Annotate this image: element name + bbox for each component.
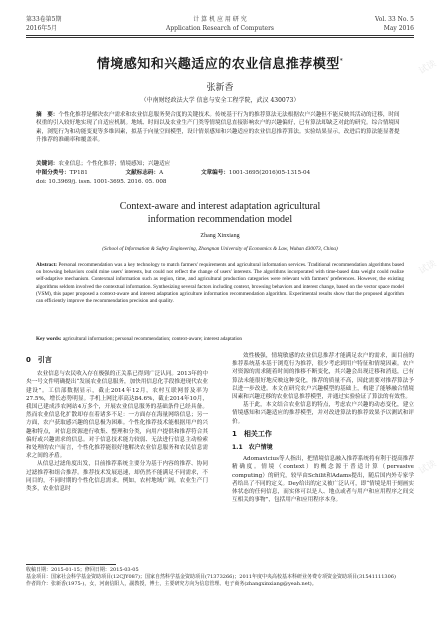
abstract-label: 摘 要： [36, 112, 59, 118]
abstract-cn [36, 111, 404, 145]
header-journal-en: Application Research of Computers [165, 25, 275, 32]
footnote-fund: 基金项目：国家社会科学基金资助项目(12CJY087)；国家自然科学基金资助项目(71373266)；2011年度中央高校基本科研业务费专项资金资助项目(31541111306) [26, 574, 396, 580]
section-0-heading: 0 引言 [26, 356, 52, 364]
author-name: 张新香 [206, 83, 234, 93]
paper-title-text: 情境感知和兴趣适应的农业信息推荐模型 [96, 57, 340, 72]
watermark: 试读 [417, 258, 439, 277]
author-affiliation: （中南财经政法大学 信息与安全工程学院，武汉 430073） [140, 97, 300, 104]
english-title [36, 200, 404, 226]
watermark: 试读 [417, 58, 439, 77]
section-0-paragraph-3: 效性极强，情境敏感的农业信息推荐才能满足农户的需求，面目前的推荐系统基本基于浏览行为推荐，很少考虑到用户特征和情境因素。农户对资源的需求随着时间的推移不断变化，其兴趣会出现迁移和消退，已有算法未能很好地反映这种变化，推荐的质量不高，因此需要对推荐算法予以进一步改进。本文在研究农户兴趣模型的基础上，构建了能够融合情境因素和兴趣迁移的农业信息推荐模型，并通过实验验证了算法的有效性。 [232, 353, 414, 401]
title-footnote-mark: * [339, 57, 344, 65]
english-title-line2: information recommendation model [147, 214, 293, 225]
section-1-1-paragraph-1: Adomavicius等人指出，把情境信息融入推荐系统将有利于提高推荐精确度。情境（context）的概念源于普适计算（pervasive computing）的研究，较早由Schilit和Adams提出，随后国内外专家学者给出了不同的定义。Dey给出的定义被广泛认可，即“情境是用于刻画实体状态的任何信息，而实体可以是人、地点或者与用户和应用程序之间交互相关的事物”，包括用户和应用程序本身。 [232, 456, 414, 504]
clc-value: TP181 [69, 170, 88, 176]
doc-code-field [126, 169, 182, 177]
section-1-1-heading: 1.1 农户情境 [232, 444, 273, 452]
english-title-line1: Context-aware and interest adaptation agricultural [119, 201, 321, 212]
english-keywords-label: Key words: [36, 336, 62, 342]
body-column-right [232, 352, 414, 504]
keywords-cn [36, 160, 404, 168]
watermark: 试读 [417, 458, 439, 477]
english-affiliation: (School of Information & Safety Engineering, Zhongnan University of Economics & Law, Wuhan 430073, China) [102, 246, 338, 252]
clc-field [36, 169, 106, 177]
doc-code-value: A [159, 170, 164, 176]
english-author: Zhang Xinxiang [200, 233, 240, 239]
paper-title [26, 53, 414, 72]
footnote-author: 作者简介：张新香(1975-)，女，河南信阳人，副教授，博士，主要研究方向为信息管理、电子商务(zhangxinxiang@yeah.net)。 [26, 581, 317, 587]
abstract-text: 个性化推荐是解决农户需求和农业信息服务契合度的关键技术。传统基于行为的推荐算法无法根据农户兴趣但不能反映其活动的迁移，时间权重的引入较好地实现了自适应机制。地域、时间以及农业生产门类等情境信息直接影响农户的兴趣偏好，已有算法却缺乏对此的研究。综合情境因素，浏览行为和功能变更等多维因素，拟基于向量空间模型，设计情景感知和兴趣适应的农业信息推荐算法。实验结果显示，改进后的算法能显著提升推荐的准确率和覆盖率。 [36, 112, 400, 144]
keywords-label: 关键词： [36, 161, 59, 167]
section-0-paragraph-4: 基于此，本文结合农业信息的特点，考虑农户兴趣的动态变化，建立情境感知和兴趣适应的推荐模型，并对改进算法的推荐效果予以测试和评价。 [232, 402, 414, 425]
english-keywords-text: agricultural information; personal recommendation; context-aware; interest adaptation [62, 336, 243, 342]
english-keywords [36, 336, 404, 343]
article-no-field [201, 169, 328, 177]
header-date-en: May 2016 [383, 25, 414, 32]
body-column-left [26, 352, 208, 493]
section-0-paragraph-2: 从信息过滤角度出发，目前推荐系统主要分为基于内容的推荐、协同过滤推荐和组合推荐。推荐技术发展迅速，却仍然不能满足不同需求，不同目的，不同时期的个性化信息需求。例如，农村地域广阔，农业生产门类多，农业信息时 [26, 461, 208, 493]
header-rule [26, 35, 414, 36]
english-abstract-text: Personal recommendation was a key technology to match farmers' requirements and agricultural information services. Traditional recommendation algorithms based on browsing behaviors could mine users' interests, but could not reflect the change of users' interests. The algorithms incorporated with time-based data weight could realize self-adaptive mechanism. Contextual information such as region, time, and agricultural production categories were relevant with farmers' preferences. However, the existing algorithms seldom involved the contextual information. Synthesizing several factors including context, browsing behaviors and interest change, based on the vector space model (VSM), this paper proposed a context-aware and interest adaptation agriculture information recommendation algorithm. Experimental results show that the proposed algorithm can efficiently improve the recommendation precision and quality. [36, 262, 404, 305]
header-journal-cn: 计 算 机 应 用 研 究 [193, 16, 247, 23]
footnote-received: 收稿日期：2015-01-15；修回日期：2015-03-05 [26, 567, 139, 573]
doc-code-label: 文献标志码： [125, 170, 160, 176]
header-rule-double [26, 37, 414, 38]
classification-row [36, 169, 404, 177]
article-no-label: 文章编号： [200, 170, 229, 176]
header-date-cn: 2016年5月 [26, 25, 58, 32]
footnotes [26, 567, 414, 588]
keywords-text: 农业信息；个性化推荐；情境感知；兴趣适应 [58, 161, 171, 167]
english-abstract [36, 262, 404, 305]
doi[interactable]: doi: 10.3969/j. issn. 1001-3695. 2016. 05. 008 [36, 179, 167, 185]
section-0-paragraph-1: 农业信息与农民收入存在极强的正关系已得到广泛认同。2013年的中央一号文件明确提出“发展农业信息服务，加快用信息化手段推进现代农业建设”。工信部数据显示，截止2014年12月，农村互联网普及率为27.5%，增长态势明显。手机上网比率高达84.6%，截止2014年10月，我国已建成涉农网站4万多个，开展农业信息服务的基础条件已经具备。然而农业信息化扩散却存在着诸多不足：一方面存在海量网络信息；另一方面，农户获取感兴趣的信息极为困难。个性化推荐技术能根据用户的兴趣和特点，对信息资源进行收集、整理和分类，向用户提供和推荐符合其偏好或兴趣需求的信息。对于信息技术能力较弱、无法进行信息主动检索和处理的农户而言，个性化推荐能很好地解决农业信息服务和农民信息需求之间的矛盾。 [26, 371, 208, 460]
article-no-value: 1001-3695(2016)05-1315-04 [228, 170, 311, 176]
header-volume-en: Vol. 33 No. 5 [374, 16, 414, 23]
section-1-heading: 1 相关工作 [232, 429, 272, 438]
clc-label: 中图分类号： [36, 170, 70, 176]
english-abstract-label: Abstract: [36, 262, 58, 268]
header-volume-cn: 第33卷第5期 [26, 16, 62, 23]
footnote-rule [26, 564, 116, 565]
